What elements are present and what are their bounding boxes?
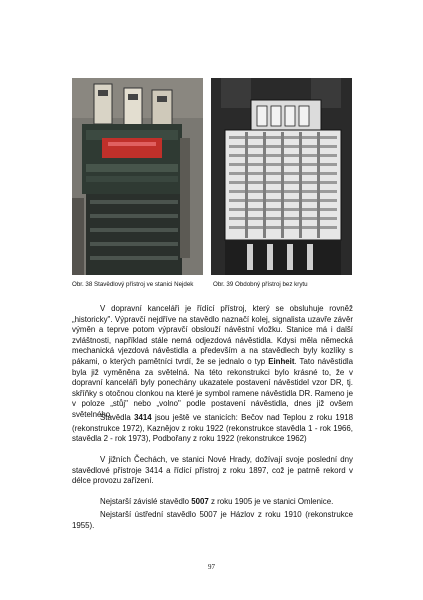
figure-39-photo [211, 78, 352, 275]
bold-term-5007: 5007 [191, 497, 209, 506]
paragraph-south-bohemia: V jižních Čechách, ve stanici Nové Hrady, dožívají svoje poslední dny stavědlové přístroje 3414 a řídící přístroj z roku 1897, což je patrně rekord v délce provozu zařízení. [72, 455, 353, 486]
paragraph-oldest-dependent [72, 497, 353, 508]
paragraph-text: Stavědla [100, 413, 135, 422]
page-number: 97 [208, 563, 215, 571]
figure-39-caption: Obr. 39 Obdobný přístroj bez krytu [213, 281, 308, 288]
paragraph-text: Nejstarší závislé stavědlo [100, 497, 192, 506]
paragraph-text: . Tato návěstidla byla již vyměněna za světelná. Na této rekonstrukci bylo krásné to, že v dopravní kanceláři byly ponechány ukazatele postavení návěstidel vzor DR, tj. skříňky s otočnou clonkou na které je symbol ramene návěstidla DR. Rameno je v poloze „stůj" nebo „volno" podle postavení návěstidla, dnes již ovšem světelného. [72, 356, 353, 419]
paragraph-text: V dopravní kanceláři je řídící přístroj, který se obsluhuje rovněž „historicky". Výpravčí nejdříve na stavědlo naznačí kolej, signalista uzavře závěr výměn a teprve potom výpravčí obslouží návěstní vložku. Stanice má i další zvláštnosti, například stále nemá odjezdová návěstidla. Kdysi měla německá mechanická vjezdová návěstidla a především a na stavědlech byly kozlíky s pákami, o kterých pamětníci tvrdí, že se jednalo o typ [72, 304, 353, 366]
bold-term-3414: 3414 [134, 413, 152, 422]
apparatus-without-cover-image [211, 78, 352, 275]
paragraph-oldest-central: Nejstarší ústřední stavědlo 5007 je Házlov z roku 1910 (rekonstrukce 1955). [72, 510, 353, 530]
signal-box-apparatus-image [72, 78, 203, 275]
paragraph-control-apparatus [72, 304, 353, 421]
paragraph-stavedla-3414 [72, 413, 353, 445]
figure-38-caption: Obr. 38 Stavědlový přístroj ve stanici Nejdek [72, 281, 194, 288]
figure-38-photo [72, 78, 203, 275]
paragraph-text: jsou ještě ve stanicích: Bečov nad Teplou z roku 1918 (rekonstrukce 1972), Kaznějov z roku 1922 (rekonstrukce stavědla 1 - rok 1966, stavědla 2 - rok 1973), Podbořany z roku 1922 (rekonstrukce 1962) [72, 413, 353, 444]
paragraph-text: z roku 1905 je ve stanici Omlenice. [208, 497, 334, 506]
bold-term-einheit: Einheit [268, 356, 295, 366]
